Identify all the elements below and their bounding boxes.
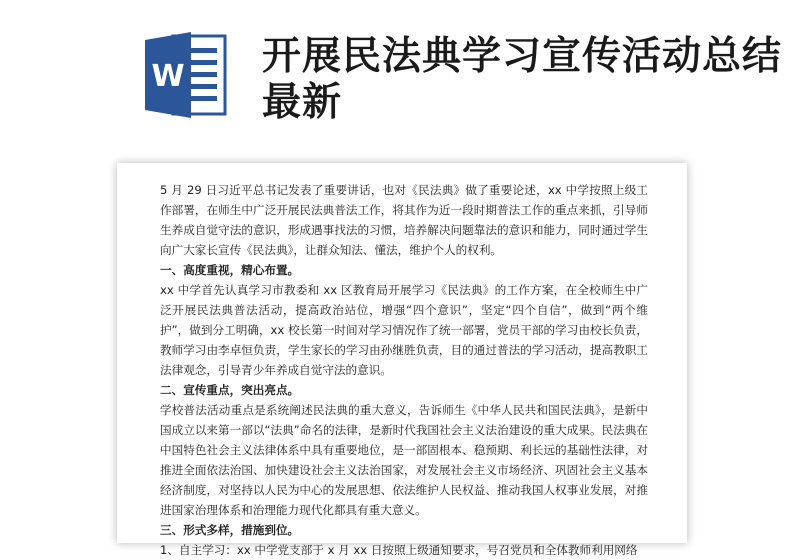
- section-heading: 三、形式多样，措施到位。: [160, 523, 300, 537]
- paragraph: 5 月 29 日习近平总书记发表了重要讲话，也对《民法典》做了重要论述，xx 中学按照上级工作部署，在师生中广泛开展民法典普法工作，将其作为近一段时期普法工作的重点来抓，引导师生养成自觉守法的意识，形成遇事找法的习惯，培养解决问题靠法的意识和能力，同时通过学生向广大家长宣传《民法典》，让群众知法、懂法，维护个人的权利。: [160, 183, 648, 257]
- paragraph: 1、自主学习：xx 中学党支部于 x 月 xx 日按照上级通知要求，号召党员和全体教师利用网络: [160, 543, 638, 557]
- word-icon: [143, 30, 229, 120]
- document-body: [160, 180, 648, 560]
- section-heading: 二、宣传重点，突出亮点。: [160, 383, 300, 397]
- section-heading: 一、高度重视，精心布置。: [160, 263, 300, 277]
- paragraph: xx 中学首先认真学习市教委和 xx 区教育局开展学习《民法典》的工作方案，在全校师生中广泛开展民法典普法活动，提高政治站位，增强“四个意识”，坚定“四个自信”，做到“两个维护”，做到分工明确，xx 校长第一时间对学习情况作了统一部署，党员干部的学习由校长负责，教师学习由李卓恒负责，学生家长的学习由孙继胜负责，目的通过普法的学习活动，提高教职工法律观念，引导青少年养成自觉守法的意识。: [160, 283, 648, 377]
- paragraph: 学校普法活动重点是系统阐述民法典的重大意义，告诉师生《中华人民共和国民法典》，是新中国成立以来第一部以“法典”命名的法律，是新时代我国社会主义法治建设的重大成果。民法典在中国特色社会主义法律体系中具有重要地位，是一部固根本、稳预期、利长远的基础性法律，对推进全面依法治国、加快建设社会主义法治国家，对发展社会主义市场经济、巩固社会主义基本经济制度，对坚持以人民为中心的发展思想、依法维护人民权益、推动我国人权事业发展，对推进国家治理体系和治理能力现代化都具有重大意义。: [160, 403, 648, 517]
- header: [0, 0, 800, 160]
- word-icon-letter: W: [151, 59, 185, 94]
- page-title: 开展民法典学习宣传活动总结最新: [262, 34, 783, 125]
- document-page: [117, 163, 687, 557]
